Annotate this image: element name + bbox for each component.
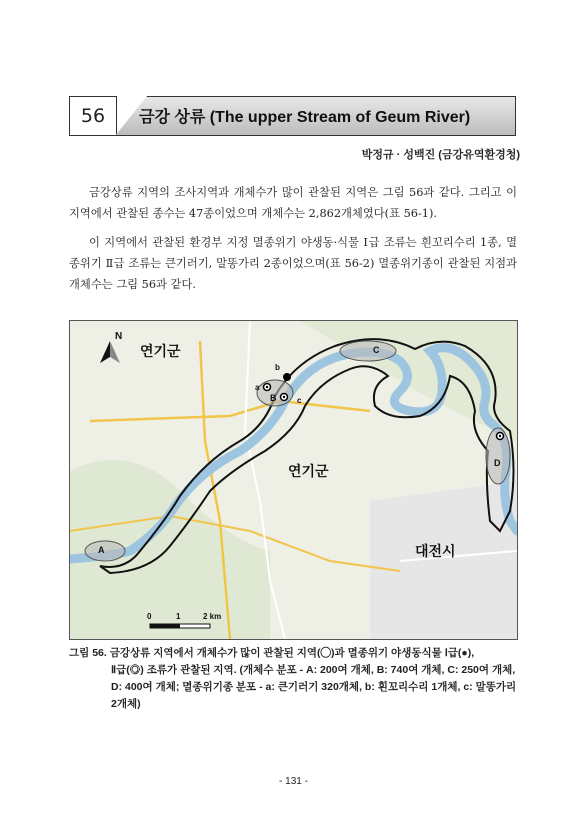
point-b-label: b [275, 363, 280, 372]
point-a-label: a [255, 383, 260, 392]
paragraph-1: 금강상류 지역의 조사지역과 개체수가 많이 관찰된 지역은 그림 56과 같다. 그리고 이 지역에서 관찰된 종수는 47종이었으며 개체수는 2,862개체였다(표 56-1). [69, 186, 517, 220]
figure-caption [69, 645, 517, 713]
region-label-center: 연기군 [288, 463, 329, 479]
caption-head: 그림 56. 금강상류 지역에서 개체수가 많이 관찰된 지역(◯)과 멸종위기 야생동식물 Ⅰ급(●), [69, 647, 475, 659]
site-b-label: B [270, 393, 277, 403]
scale-label-2: 2 km [203, 612, 222, 621]
point-b-marker [283, 373, 291, 381]
north-label: N [115, 331, 123, 342]
survey-map [69, 320, 518, 640]
authors: 박정규 · 성백진 (금강유역환경청) [361, 149, 520, 161]
section-number: 56 [69, 96, 117, 136]
site-a-area [85, 541, 125, 561]
scale-label-1: 1 [176, 612, 181, 621]
region-label-top: 연기군 [140, 343, 181, 359]
page-number: - 131 - [279, 776, 308, 787]
site-c-area [340, 341, 396, 361]
north-arrow-icon [100, 341, 110, 363]
site-d-label: D [494, 458, 501, 468]
point-c-label: c [297, 396, 302, 405]
section-title: 금강 상류 (The upper Stream of Geum River) [139, 109, 471, 126]
section-title-bar [69, 96, 516, 136]
scale-label-0: 0 [147, 612, 152, 621]
site-a-label: A [98, 545, 105, 555]
region-label-right: 대전시 [415, 543, 456, 559]
caption-rest: Ⅱ급(◎) 조류가 관찰된 지역. (개체수 분포 - A: 200여 개체, B: 740여 개체, C: 250여 개체, D: 400여 개체; 멸종위기종 분포 - a: 큰기러기 320개체, b: 흰꼬리수리 1개체, c: 말똥가리 2개체) [111, 664, 517, 710]
paragraph-2: 이 지역에서 관찰된 환경부 지정 멸종위기 야생동·식물 Ⅰ급 조류는 흰꼬리수리 1종, 멸종위기 Ⅱ급 조류는 큰기러기, 말똥가리 2종이었으며(표 56-2) 멸종위기종이 관찰된 지점과 개체수는 그림 56과 같다. [69, 236, 517, 291]
site-c-label: C [373, 345, 380, 355]
